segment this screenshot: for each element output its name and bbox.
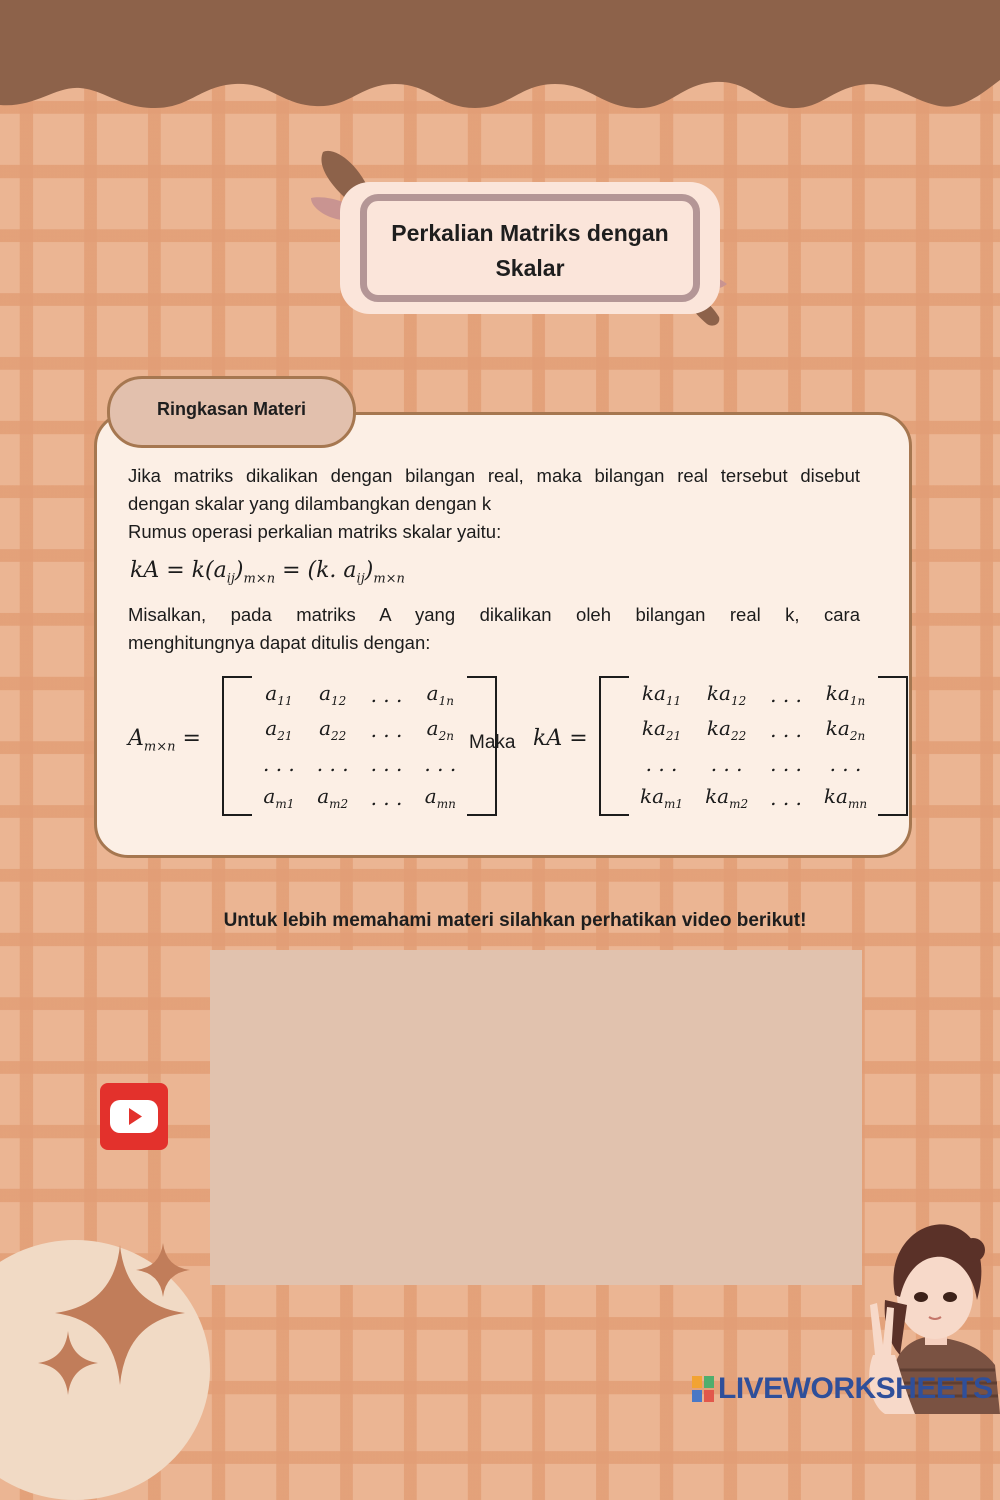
summary-paragraph-1 — [128, 462, 860, 517]
summary-tab-label: Ringkasan Materi — [156, 399, 307, 419]
matrix-a-label: $A_{m\times n}$ = — [128, 726, 201, 755]
matrix-ka-left-bracket — [600, 677, 629, 815]
summary-paragraph-1-line2: dengan skalar yang dilambangkan dengan k — [128, 492, 492, 514]
liveworksheets-wordmark: LIVEWORKSHEETS — [718, 1372, 993, 1405]
matrix-cell: $ka_{1n}$ — [825, 681, 866, 708]
matrix-cell: $a_{21}$ — [265, 716, 293, 743]
video-instruction: Untuk lebih memahami materi silahkan perhatikan video berikut! — [223, 910, 807, 931]
summary-paragraph-1-line1: Jika matriks dikalikan dengan bilangan real, maka bilangan real tersebut disebut — [128, 465, 860, 486]
matrix-cell: . . . — [370, 682, 403, 707]
matrix-cell: . . . — [645, 751, 678, 776]
matrix-cell: . . . — [370, 785, 403, 810]
matrix-cell: . . . — [770, 682, 802, 707]
page-title-line1: Perkalian Matriks dengan — [391, 220, 669, 246]
matrix-cell: . . . — [710, 751, 743, 776]
matrix-ka-label: kA = — [533, 726, 588, 751]
matrix-cell: $ka_{11}$ — [641, 681, 682, 708]
maka-label: Maka — [469, 732, 516, 753]
matrix-cell: . . . — [424, 751, 457, 776]
liveworksheets-branding — [692, 1372, 992, 1408]
youtube-play-icon — [100, 1083, 168, 1150]
matrix-cell: $a_{2n}$ — [426, 716, 454, 743]
top-wave-decoration — [0, 0, 1000, 120]
matrix-cell: $ka_{12}$ — [706, 681, 747, 708]
matrix-cell: . . . — [770, 751, 802, 776]
page-title-line2: Skalar — [495, 255, 565, 281]
summary-paragraph-3-line2: menghitungnya dapat ditulis dengan: — [128, 631, 431, 653]
matrix-cell: . . . — [770, 785, 802, 810]
matrix-cell: . . . — [770, 717, 802, 742]
matrix-cell: . . . — [370, 717, 403, 742]
title-banner — [340, 182, 720, 314]
sparkle-icon — [20, 1235, 220, 1415]
summary-paragraph-2: Rumus operasi perkalian matriks skalar yaitu: — [128, 521, 502, 542]
matrix-cell: $ka_{22}$ — [706, 716, 747, 743]
matrix-a — [222, 676, 497, 816]
matrix-cell: $a_{mn}$ — [424, 784, 456, 811]
matrix-cell: $a_{m2}$ — [317, 784, 349, 811]
matrix-cell: $ka_{m1}$ — [640, 784, 684, 811]
matrix-cell: $ka_{2n}$ — [825, 716, 866, 743]
matrix-cell: . . . — [263, 751, 295, 776]
matrix-ka-right-bracket — [878, 677, 907, 815]
matrix-cell: . . . — [316, 751, 349, 776]
liveworksheets-logo — [692, 1376, 714, 1402]
page-title — [340, 216, 720, 286]
matrix-cell: $ka_{m2}$ — [705, 784, 749, 811]
matrix-cell: $a_{1n}$ — [426, 681, 454, 708]
matrix-cell: $ka_{21}$ — [641, 716, 682, 743]
matrix-cell: $a_{11}$ — [265, 681, 293, 708]
summary-paragraph-3-line1: Misalkan, pada matriks A yang dikalikan oleh bilangan real k, cara — [128, 604, 860, 625]
summary-tab — [107, 376, 356, 448]
scalar-formula: kA = $k(a_{ij})_{m\times n} = (k$. $a_{ij})_{m\times n}$ — [130, 558, 405, 587]
matrix-cell: $ka_{mn}$ — [823, 784, 868, 811]
matrix-a-left-bracket — [223, 677, 252, 815]
youtube-button[interactable] — [100, 1083, 168, 1150]
matrix-cell: $a_{m1}$ — [263, 784, 295, 811]
matrix-ka — [599, 676, 908, 816]
matrix-cell: $a_{12}$ — [319, 681, 347, 708]
matrix-cell: . . . — [829, 751, 862, 776]
matrix-cell: . . . — [370, 751, 403, 776]
summary-paragraph-3 — [128, 601, 860, 656]
matrix-cell: $a_{22}$ — [319, 716, 347, 743]
video-placeholder[interactable] — [210, 950, 862, 1285]
